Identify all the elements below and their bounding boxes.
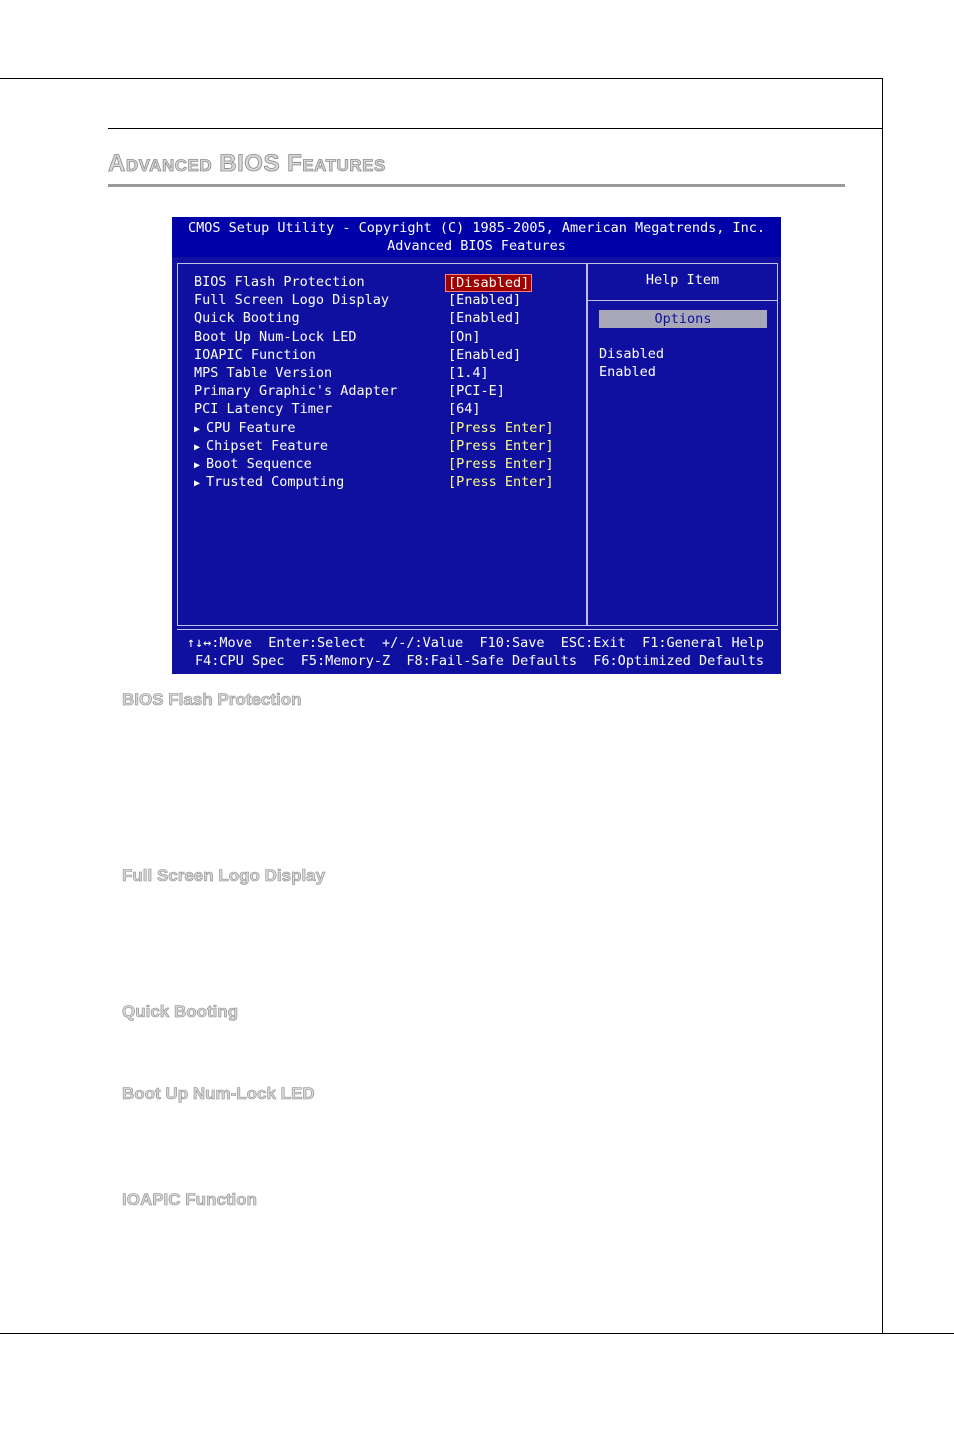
key-legend xyxy=(177,629,778,671)
setting-value[interactable]: [Press Enter] xyxy=(448,456,554,472)
triangle-right-icon: ▶ xyxy=(194,460,207,471)
setting-label-text: Full Screen Logo Display xyxy=(194,292,390,309)
setting-label[interactable] xyxy=(194,456,312,472)
setting-label-text: Trusted Computing xyxy=(206,474,345,491)
section-heading-bios-flash-protection: BIOS Flash Protection xyxy=(122,690,302,709)
right-margin-rule xyxy=(882,78,883,1334)
setting-value[interactable]: [PCI-E] xyxy=(448,383,505,400)
triangle-right-icon: ▶ xyxy=(194,441,207,453)
setting-label[interactable] xyxy=(194,292,389,308)
setting-label[interactable] xyxy=(194,474,344,490)
options-header: Options xyxy=(599,310,767,328)
setting-value[interactable]: [Press Enter] xyxy=(448,437,554,454)
setting-value[interactable]: [Enabled] xyxy=(448,310,522,327)
help-divider xyxy=(588,300,777,301)
bios-screen xyxy=(172,217,781,674)
setting-value[interactable]: [Enabled] xyxy=(448,346,522,363)
bios-header xyxy=(172,217,781,257)
triangle-right-icon: ▶ xyxy=(194,423,207,435)
option-enabled[interactable]: Enabled xyxy=(599,364,656,380)
top-rule xyxy=(0,78,883,79)
setting-label-text: IOAPIC Function xyxy=(194,346,316,363)
help-panel xyxy=(587,263,778,626)
bios-screen-title: Advanced BIOS Features xyxy=(387,238,566,254)
setting-label[interactable] xyxy=(194,310,300,326)
section-heading-full-screen-logo: Full Screen Logo Display xyxy=(122,866,326,885)
title-underline xyxy=(108,184,845,187)
key-legend-line-2: F4:CPU Spec F5:Memory-Z F8:Fail-Safe Defaults F6:Optimized Defaults xyxy=(195,653,764,669)
bottom-rule xyxy=(0,1333,954,1334)
setting-label-text: Primary Graphic's Adapter xyxy=(194,383,398,400)
option-disabled[interactable]: Disabled xyxy=(599,346,665,362)
setting-value[interactable]: [Enabled] xyxy=(448,292,522,309)
settings-panel xyxy=(177,263,587,626)
section-heading-quick-booting: Quick Booting xyxy=(122,1002,239,1021)
setting-label-text: BIOS Flash Protection xyxy=(194,274,365,290)
setting-label-text: MPS Table Version xyxy=(194,365,333,381)
setting-label[interactable] xyxy=(194,383,397,399)
setting-label[interactable] xyxy=(194,438,328,454)
setting-label[interactable] xyxy=(194,347,316,363)
setting-label[interactable] xyxy=(194,329,357,345)
setting-label[interactable] xyxy=(194,401,332,417)
section-heading-ioapic-function: IOAPIC Function xyxy=(122,1190,258,1209)
setting-value-selected[interactable]: [Disabled] xyxy=(445,274,532,292)
setting-label-text: CPU Feature xyxy=(206,419,296,436)
key-legend-line-1: ↑↓↔:Move Enter:Select +/-/:Value F10:Save ESC:Exit F1:General Help xyxy=(186,635,764,651)
setting-label-text: Boot Up Num-Lock LED xyxy=(194,328,357,345)
header-rule xyxy=(108,128,883,129)
help-title: Help Item xyxy=(645,272,720,288)
setting-value[interactable]: [Press Enter] xyxy=(448,419,554,436)
setting-value[interactable]: [64] xyxy=(448,401,481,418)
setting-label[interactable] xyxy=(194,274,365,290)
setting-label-text: Quick Booting xyxy=(194,310,300,327)
setting-value[interactable]: [1.4] xyxy=(448,365,489,381)
setting-value[interactable]: [On] xyxy=(448,328,481,345)
page-title: Advanced BIOS Features xyxy=(108,150,386,177)
setting-value[interactable]: [Press Enter] xyxy=(448,474,554,491)
setting-label-text: PCI Latency Timer xyxy=(194,401,333,418)
triangle-right-icon: ▶ xyxy=(194,478,207,490)
setting-label[interactable] xyxy=(194,365,332,381)
section-heading-num-lock-led: Boot Up Num-Lock LED xyxy=(122,1084,315,1103)
setting-label-text: Boot Sequence xyxy=(206,456,312,472)
bios-copyright: CMOS Setup Utility - Copyright (C) 1985-2005, American Megatrends, Inc. xyxy=(187,220,766,236)
setting-label-text: Chipset Feature xyxy=(206,437,328,454)
setting-label[interactable] xyxy=(194,420,295,436)
